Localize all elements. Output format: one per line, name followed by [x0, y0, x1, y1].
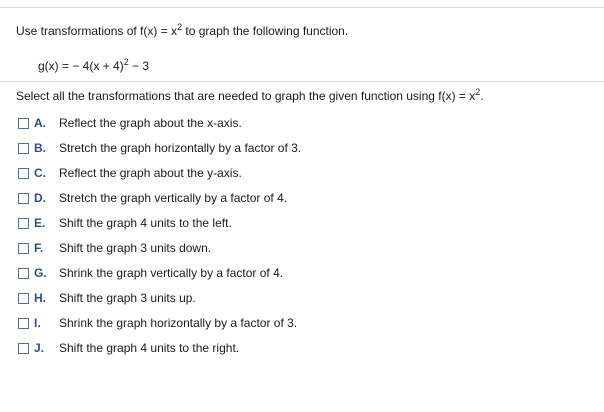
option-b[interactable]	[18, 139, 301, 164]
checkbox-j[interactable]	[18, 343, 29, 354]
option-letter: A.	[34, 116, 46, 130]
instruction-main: Select all the transformations that are needed to graph the given function using f(x) = x	[16, 89, 476, 103]
option-g[interactable]	[18, 264, 301, 289]
checkbox-b[interactable]	[18, 143, 29, 154]
function-exponent: 2	[123, 57, 129, 67]
option-label[interactable]: Reflect the graph about the x-axis.	[59, 116, 242, 130]
option-label[interactable]: Shift the graph 4 units to the left.	[59, 216, 232, 230]
function-text-end: − 3	[128, 59, 150, 73]
option-c[interactable]	[18, 164, 301, 189]
option-label[interactable]: Shrink the graph horizontally by a factor of 3.	[59, 316, 298, 330]
option-label[interactable]: Stretch the graph vertically by a factor of 4.	[59, 191, 288, 205]
option-e[interactable]	[18, 214, 301, 239]
option-label[interactable]: Shrink the graph vertically by a factor of 4.	[59, 266, 284, 280]
checkbox-a[interactable]	[18, 118, 29, 129]
option-letter: I.	[34, 316, 41, 330]
prompt-exponent: 2	[177, 22, 183, 32]
option-label[interactable]: Shift the graph 3 units down.	[59, 241, 212, 255]
option-label[interactable]: Shift the graph 3 units up.	[59, 291, 196, 305]
answer-options-list	[18, 114, 301, 364]
option-letter: D.	[34, 191, 46, 205]
option-d[interactable]	[18, 189, 301, 214]
checkbox-f[interactable]	[18, 243, 29, 254]
checkbox-i[interactable]	[18, 318, 29, 329]
instruction-exponent: 2	[475, 87, 481, 97]
option-letter: F.	[34, 241, 44, 255]
instruction-end: .	[480, 89, 484, 103]
option-a[interactable]	[18, 114, 301, 139]
option-label[interactable]: Reflect the graph about the y-axis.	[59, 166, 242, 180]
option-label[interactable]: Shift the graph 4 units to the right.	[59, 341, 240, 355]
checkbox-d[interactable]	[18, 193, 29, 204]
top-divider	[0, 7, 604, 8]
prompt-text: Use transformations of f(x) = x	[16, 24, 178, 38]
checkbox-e[interactable]	[18, 218, 29, 229]
option-label[interactable]: Stretch the graph horizontally by a factor of 3.	[59, 141, 302, 155]
instruction-text	[16, 89, 484, 103]
checkbox-c[interactable]	[18, 168, 29, 179]
section-divider	[0, 81, 604, 82]
option-letter: B.	[34, 141, 46, 155]
question-prompt	[16, 24, 348, 38]
option-letter: C.	[34, 166, 46, 180]
checkbox-g[interactable]	[18, 268, 29, 279]
function-expression	[38, 59, 149, 73]
option-f[interactable]	[18, 239, 301, 264]
option-letter: H.	[34, 291, 46, 305]
option-i[interactable]	[18, 314, 301, 339]
prompt-text-end: to graph the following function.	[182, 24, 349, 38]
option-letter: J.	[34, 341, 45, 355]
option-j[interactable]	[18, 339, 301, 364]
option-letter: E.	[34, 216, 46, 230]
option-h[interactable]	[18, 289, 301, 314]
option-letter: G.	[34, 266, 47, 280]
function-text: g(x) = − 4(x + 4)	[38, 59, 124, 73]
checkbox-h[interactable]	[18, 293, 29, 304]
